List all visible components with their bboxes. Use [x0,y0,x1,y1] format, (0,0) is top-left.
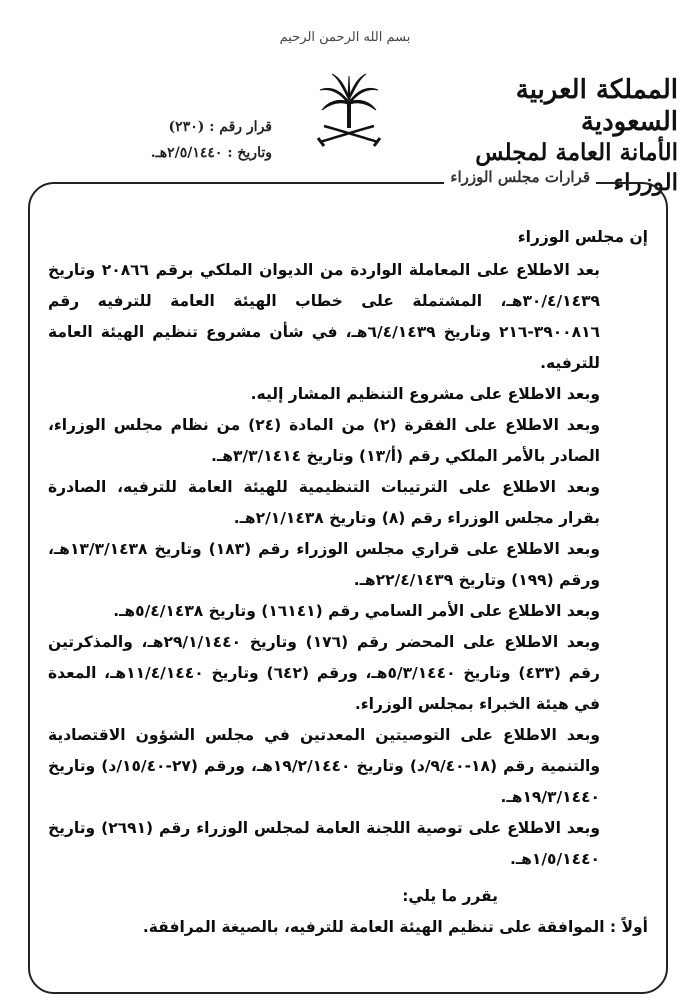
paragraph: وبعد الاطلاع على الفقرة (٢) من المادة (٢٤) من نظام مجلس الوزراء، الصادر بالأمر الملكي رقم (أ/١٣) وتاريخ ٣/٣/١٤١٤هـ. [48,416,600,465]
decision-meta [92,114,272,166]
paragraph: وبعد الاطلاع على الأمر السامي رقم (١٦١٤١) وتاريخ ٥/٤/١٤٣٨هـ. [113,602,600,620]
first-clause: أولاً : الموافقة على تنظيم الهيئة العامة للترفيه، بالصيغة المرافقة. [142,918,648,936]
paragraph: وبعد الاطلاع على مشروع التنظيم المشار إليه. [250,385,600,403]
paragraph: وبعد الاطلاع على توصية اللجنة العامة لمجلس الوزراء رقم (٢٦٩١) وتاريخ ١/٥/١٤٤٠هـ. [48,819,601,868]
secretariat-name: الأمانة العامة لمجلس الوزراء [475,139,678,196]
decision-number: (٢٣٠) [168,119,205,135]
paragraph: وبعد الاطلاع على المحضر رقم (١٧٦) وتاريخ ٢٩/١/١٤٤٠هـ، والمذكرتين رقم (٤٣٣) وتاريخ ٥/٣/١٤٤٠هـ، ورقم (٦٤٢) وتاريخ ١١/٤/١٤٤٠هـ، المعدة في هيئة الخبراء بمجلس الوزراء. [48,633,600,713]
paragraph: وبعد الاطلاع على قراري مجلس الوزراء رقم (١٨٣) وتاريخ ١٣/٣/١٤٣٨هـ، ورقم (١٩٩) وتاريخ ٢٢/٤/١٤٣٩هـ. [48,540,600,589]
decision-date-row [92,140,272,166]
paragraph: وبعد الاطلاع على الترتيبات التنظيمية للهيئة العامة للترفيه، الصادرة بقرار مجلس الوزراء رقم (٨) وتاريخ ٢/١/١٤٣٨هـ. [48,478,600,527]
decision-date: ٢/٥/١٤٤٠هـ. [150,145,223,161]
section-tab-label: قرارات مجلس الوزراء [444,168,596,186]
saudi-emblem-icon [312,72,386,152]
opening-line: إن مجلس الوزراء [517,228,648,246]
basmala: بسم الله الرحمن الرحيم [279,30,411,45]
paragraph: وبعد الاطلاع على التوصيتين المعدتين في مجلس الشؤون الاقتصادية والتنمية رقم (١٨-٩/٤٠/د) وتاريخ ١٩/٢/١٤٤٠هـ، ورقم (٢٧-١٥/٤٠/د) وتاريخ ١٩/٣/١٤٤٠هـ. [48,726,600,806]
decision-date-label: وتاريخ : [227,145,272,161]
decides-line: يقرر ما يلي: [402,887,498,905]
decision-body [48,222,648,943]
decision-number-label: قرار رقم : [209,119,272,135]
paragraph: بعد الاطلاع على المعاملة الواردة من الديوان الملكي برقم ٢٠٨٦٦ وتاريخ ٣٠/٤/١٤٣٩هـ، المشتملة على خطاب الهيئة العامة للترفيه رقم ٣٩٠٠٨١٦-٢١٦ وتاريخ ٦/٤/١٤٣٩هـ، في شأن مشروع تنظيم الهيئة العامة للترفيه. [48,261,601,372]
decision-number-row [92,114,272,140]
kingdom-name: المملكة العربية السعودية [515,75,678,137]
